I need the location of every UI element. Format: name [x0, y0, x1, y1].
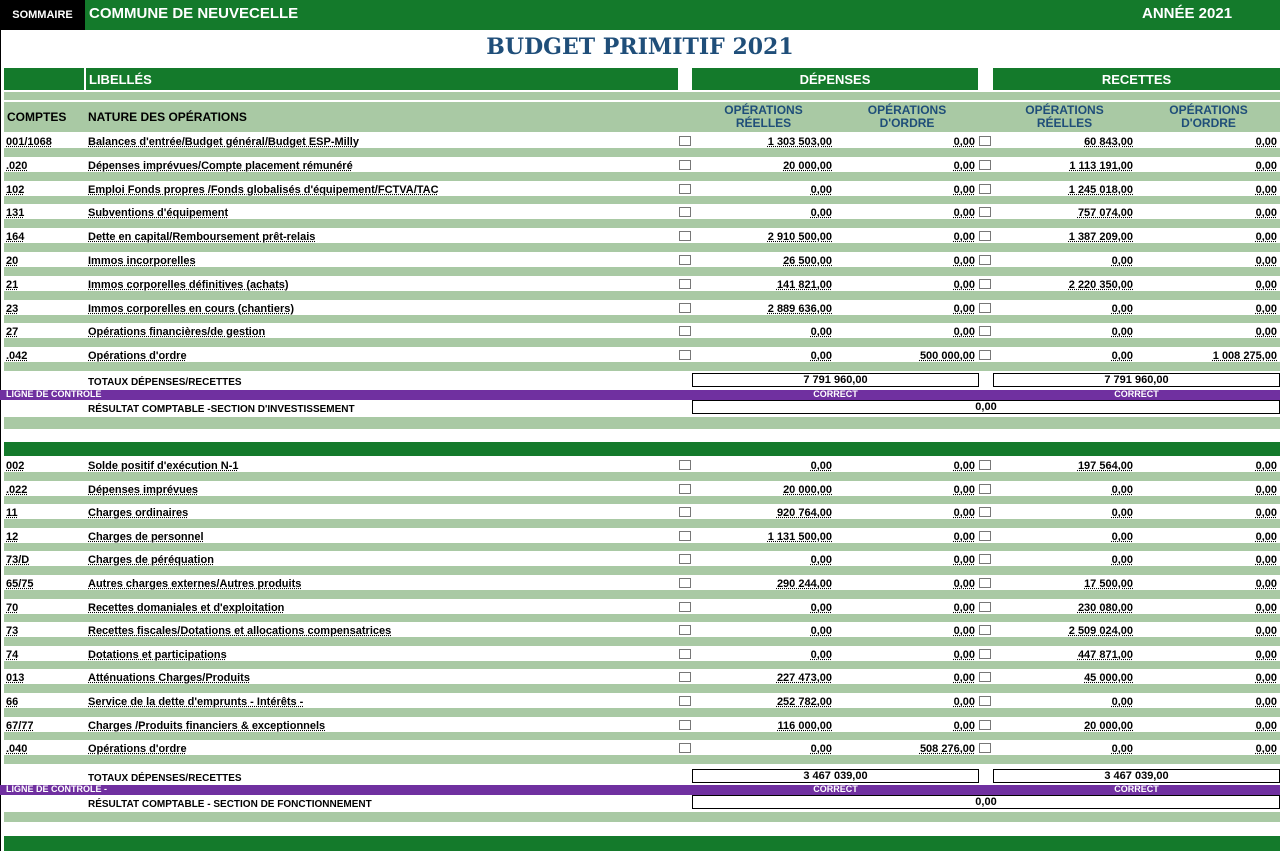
nature-cell[interactable]: Dette en capital/Remboursement prêt-relais — [86, 228, 678, 243]
nature-cell[interactable]: Recettes fiscales/Dotations et allocations compensatrices — [86, 622, 678, 637]
rec-ordre-cell[interactable]: 0,00 — [1137, 740, 1280, 755]
dep-ordre-cell[interactable]: 0,00 — [836, 276, 978, 291]
column-separator — [679, 160, 691, 170]
dep-reelles-cell[interactable]: 2 889 636,00 — [692, 300, 835, 315]
inv-resultat-value[interactable]: 0,00 — [692, 400, 1280, 414]
compte-cell[interactable]: 131 — [4, 204, 84, 219]
dep-reelles-cell[interactable]: 920 764,00 — [692, 504, 835, 519]
rec-reelles-cell[interactable]: 447 871,00 — [993, 646, 1136, 661]
rec-reelles-cell[interactable]: 197 564,00 — [993, 457, 1136, 472]
rec-reelles-header-line1: OPÉRATIONS — [1025, 103, 1104, 117]
rec-reelles-cell[interactable]: 0,00 — [993, 504, 1136, 519]
dep-reelles-cell[interactable]: 26 500,00 — [692, 252, 835, 267]
inv-spacer-white — [4, 432, 1280, 440]
compte-cell[interactable]: .020 — [4, 157, 84, 172]
column-separator — [979, 696, 991, 706]
rec-ordre-cell[interactable]: 0,00 — [1137, 204, 1280, 219]
compte-cell[interactable]: .022 — [4, 481, 84, 496]
column-separator — [979, 602, 991, 612]
fon-controle-dep: CORRECT — [813, 784, 858, 794]
dep-reelles-cell[interactable]: 20 000,00 — [692, 157, 835, 172]
inv-row-band — [4, 219, 1280, 228]
inv-spacer-band — [4, 417, 1280, 429]
fon-controle-label: LIGNE DE CONTRÔLE - — [6, 784, 107, 794]
header-green-cell — [4, 68, 84, 90]
fon-row-band — [4, 755, 1280, 764]
compte-cell[interactable]: 23 — [4, 300, 84, 315]
dep-reelles-cell[interactable]: 116 000,00 — [692, 717, 835, 732]
column-separator — [679, 602, 691, 612]
fon-total-depenses[interactable]: 3 467 039,00 — [692, 769, 979, 783]
table-row — [0, 551, 1280, 566]
rec-ordre-cell[interactable]: 0,00 — [1137, 481, 1280, 496]
table-row — [0, 481, 1280, 496]
compte-cell[interactable]: 73/D — [4, 551, 84, 566]
dep-ordre-cell[interactable]: 0,00 — [836, 693, 978, 708]
fon-totals-label: TOTAUX DÉPENSES/RECETTES — [88, 773, 242, 784]
fon-row-band — [4, 614, 1280, 623]
column-separator — [679, 649, 691, 659]
compte-cell[interactable]: 67/77 — [4, 717, 84, 732]
compte-cell[interactable]: 102 — [4, 181, 84, 196]
dep-reelles-cell[interactable]: 0,00 — [692, 204, 835, 219]
fon-total-recettes[interactable]: 3 467 039,00 — [993, 769, 1280, 783]
column-separator — [979, 350, 991, 360]
fon-resultat-row — [0, 795, 1280, 810]
column-separator — [979, 531, 991, 541]
header-spacer-band — [4, 92, 1280, 100]
fon-resultat-label: RÉSULTAT COMPTABLE - SECTION DE FONCTIONNEMENT — [88, 799, 372, 810]
rec-reelles-cell[interactable]: 0,00 — [993, 323, 1136, 338]
table-row — [0, 740, 1280, 755]
dep-reelles-cell[interactable]: 0,00 — [692, 457, 835, 472]
dep-ordre-cell[interactable]: 0,00 — [836, 181, 978, 196]
bottom-bar — [4, 836, 1280, 851]
dep-reelles-cell[interactable]: 0,00 — [692, 347, 835, 362]
nature-cell[interactable]: Autres charges externes/Autres produits — [86, 575, 678, 590]
nature-cell[interactable]: Immos corporelles en cours (chantiers) — [86, 300, 678, 315]
inv-row-band — [4, 362, 1280, 371]
rec-ordre-cell[interactable]: 0,00 — [1137, 157, 1280, 172]
table-row — [0, 276, 1280, 291]
compte-cell[interactable]: 21 — [4, 276, 84, 291]
column-separator — [679, 554, 691, 564]
dep-reelles-header-line1: OPÉRATIONS — [724, 103, 803, 117]
dep-ordre-cell[interactable]: 0,00 — [836, 228, 978, 243]
table-row — [0, 457, 1280, 472]
compte-cell[interactable]: 002 — [4, 457, 84, 472]
nature-cell[interactable]: Charges de personnel — [86, 528, 678, 543]
table-row — [0, 347, 1280, 362]
rec-ordre-cell[interactable]: 0,00 — [1137, 717, 1280, 732]
fon-row-band — [4, 732, 1280, 741]
rec-reelles-header-line2: RÉELLES — [1036, 116, 1093, 130]
dep-reelles-cell[interactable]: 290 244,00 — [692, 575, 835, 590]
rec-ordre-cell[interactable]: 0,00 — [1137, 300, 1280, 315]
rec-ordre-header-line1: OPÉRATIONS — [1169, 103, 1248, 117]
nature-cell[interactable]: Charges ordinaires — [86, 504, 678, 519]
nature-cell[interactable]: Opérations d'ordre — [86, 740, 678, 755]
rec-ordre-cell[interactable]: 0,00 — [1137, 599, 1280, 614]
column-separator — [679, 255, 691, 265]
column-separator — [679, 350, 691, 360]
table-row — [0, 252, 1280, 267]
dep-ordre-cell[interactable]: 0,00 — [836, 504, 978, 519]
column-separator — [679, 720, 691, 730]
inv-row-band — [4, 338, 1280, 347]
inv-row-band — [4, 172, 1280, 181]
dep-reelles-cell[interactable]: 1 303 503,00 — [692, 133, 835, 148]
fon-row-band — [4, 590, 1280, 599]
dep-reelles-header-line2: RÉELLES — [735, 116, 792, 130]
rec-reelles-header — [993, 104, 1136, 132]
recettes-header: RECETTES — [993, 68, 1280, 90]
compte-cell[interactable]: 001/1068 — [4, 133, 84, 148]
rec-ordre-header-line2: D'ORDRE — [1181, 116, 1236, 130]
inv-total-recettes[interactable]: 7 791 960,00 — [993, 373, 1280, 387]
dep-ordre-header-line2: D'ORDRE — [879, 116, 935, 130]
column-separator — [679, 184, 691, 194]
column-separator — [679, 326, 691, 336]
inv-row-band — [4, 267, 1280, 276]
column-separator — [679, 625, 691, 635]
inv-controle-rec: CORRECT — [1114, 389, 1159, 399]
compte-cell[interactable]: 73 — [4, 622, 84, 637]
dep-ordre-cell[interactable]: 0,00 — [836, 252, 978, 267]
fon-row-band — [4, 708, 1280, 717]
nature-cell[interactable]: Subventions d'équipement — [86, 204, 678, 219]
sommaire-button[interactable]: SOMMAIRE — [0, 0, 85, 30]
dep-ordre-header-line1: OPÉRATIONS — [867, 103, 947, 117]
rec-ordre-cell[interactable]: 0,00 — [1137, 622, 1280, 637]
dep-ordre-cell[interactable]: 0,00 — [836, 157, 978, 172]
rec-reelles-cell[interactable]: 1 113 191,00 — [993, 157, 1136, 172]
comptes-column-header: COMPTES — [7, 110, 67, 124]
column-separator — [679, 231, 691, 241]
dep-reelles-cell[interactable]: 0,00 — [692, 599, 835, 614]
dep-reelles-cell[interactable]: 252 782,00 — [692, 693, 835, 708]
nature-cell[interactable]: Opérations financières/de gestion — [86, 323, 678, 338]
column-separator — [979, 326, 991, 336]
dep-reelles-cell[interactable]: 0,00 — [692, 740, 835, 755]
column-separator — [979, 207, 991, 217]
table-row — [0, 575, 1280, 590]
nature-cell[interactable]: Immos incorporelles — [86, 252, 678, 267]
inv-row-band — [4, 243, 1280, 252]
dep-ordre-cell[interactable]: 0,00 — [836, 575, 978, 590]
column-separator — [979, 720, 991, 730]
rec-ordre-cell[interactable]: 0,00 — [1137, 323, 1280, 338]
table-row — [0, 133, 1280, 148]
fon-spacer-band — [4, 812, 1280, 822]
column-separator — [979, 625, 991, 635]
rec-ordre-cell[interactable]: 0,00 — [1137, 504, 1280, 519]
rec-reelles-cell[interactable]: 757 074,00 — [993, 204, 1136, 219]
rec-reelles-cell[interactable]: 0,00 — [993, 481, 1136, 496]
dep-ordre-cell[interactable]: 0,00 — [836, 622, 978, 637]
rec-ordre-cell[interactable]: 0,00 — [1137, 528, 1280, 543]
fon-row-band — [4, 519, 1280, 528]
dep-reelles-cell[interactable]: 0,00 — [692, 181, 835, 196]
inv-row-band — [4, 291, 1280, 300]
fon-resultat-value[interactable]: 0,00 — [692, 795, 1280, 809]
column-separator — [979, 279, 991, 289]
column-separator — [979, 184, 991, 194]
section-separator-bar — [4, 442, 1280, 456]
dep-ordre-cell[interactable]: 0,00 — [836, 669, 978, 684]
column-separator — [679, 672, 691, 682]
fon-row-band — [4, 472, 1280, 481]
table-row — [0, 300, 1280, 315]
compte-cell[interactable]: 74 — [4, 646, 84, 661]
rec-ordre-cell[interactable]: 0,00 — [1137, 276, 1280, 291]
compte-cell[interactable]: 20 — [4, 252, 84, 267]
dep-ordre-cell[interactable]: 0,00 — [836, 323, 978, 338]
table-row — [0, 717, 1280, 732]
fon-totals-row — [0, 767, 1280, 784]
table-row — [0, 181, 1280, 196]
dep-ordre-cell[interactable]: 0,00 — [836, 528, 978, 543]
dep-ordre-cell[interactable]: 500 000,00 — [836, 347, 978, 362]
rec-reelles-cell[interactable]: 17 500,00 — [993, 575, 1136, 590]
dep-ordre-cell[interactable]: 0,00 — [836, 646, 978, 661]
column-separator — [679, 696, 691, 706]
rec-ordre-cell[interactable]: 0,00 — [1137, 252, 1280, 267]
nature-cell[interactable]: Atténuations Charges/Produits — [86, 669, 678, 684]
fon-controle-rec: CORRECT — [1114, 784, 1159, 794]
nature-cell[interactable]: Balances d'entrée/Budget général/Budget ESP-Milly — [86, 133, 678, 148]
dep-reelles-cell[interactable]: 20 000,00 — [692, 481, 835, 496]
compte-cell[interactable]: 164 — [4, 228, 84, 243]
rec-reelles-cell[interactable]: 0,00 — [993, 252, 1136, 267]
rec-reelles-cell[interactable]: 45 000,00 — [993, 669, 1136, 684]
nature-cell[interactable]: Dépenses imprévues/Compte placement rémunéré — [86, 157, 678, 172]
column-separator — [979, 255, 991, 265]
fon-row-band — [4, 496, 1280, 505]
rec-reelles-cell[interactable]: 0,00 — [993, 528, 1136, 543]
page-title: BUDGET PRIMITIF 2021 — [486, 34, 794, 60]
column-separator — [979, 160, 991, 170]
rec-reelles-cell[interactable]: 2 509 024,00 — [993, 622, 1136, 637]
table-row — [0, 204, 1280, 219]
rec-reelles-cell[interactable]: 0,00 — [993, 551, 1136, 566]
rec-reelles-cell[interactable]: 60 843,00 — [993, 133, 1136, 148]
column-separator — [679, 507, 691, 517]
compte-cell[interactable]: 013 — [4, 669, 84, 684]
dep-reelles-cell[interactable]: 227 473,00 — [692, 669, 835, 684]
dep-ordre-cell[interactable]: 0,00 — [836, 717, 978, 732]
dep-reelles-cell[interactable]: 0,00 — [692, 646, 835, 661]
dep-ordre-cell[interactable]: 0,00 — [836, 551, 978, 566]
table-row — [0, 693, 1280, 708]
year-label: ANNÉE 2021 — [1142, 5, 1233, 22]
column-separator — [979, 484, 991, 494]
inv-total-depenses[interactable]: 7 791 960,00 — [692, 373, 979, 387]
nature-cell[interactable]: Charges /Produits financiers & exceptionnels — [86, 717, 678, 732]
compte-cell[interactable]: 12 — [4, 528, 84, 543]
nature-cell[interactable]: Solde positif d'exécution N-1 — [86, 457, 678, 472]
rec-ordre-cell[interactable]: 0,00 — [1137, 228, 1280, 243]
column-separator — [679, 136, 691, 146]
dep-reelles-cell[interactable]: 0,00 — [692, 551, 835, 566]
dep-reelles-cell[interactable]: 0,00 — [692, 622, 835, 637]
column-separator — [679, 460, 691, 470]
nature-cell[interactable]: Service de la dette d'emprunts - Intérêts - — [86, 693, 678, 708]
compte-cell[interactable]: 27 — [4, 323, 84, 338]
rec-ordre-cell[interactable]: 0,00 — [1137, 669, 1280, 684]
rec-ordre-cell[interactable]: 0,00 — [1137, 551, 1280, 566]
column-separator — [679, 578, 691, 588]
dep-reelles-cell[interactable]: 1 131 500,00 — [692, 528, 835, 543]
column-separator — [979, 303, 991, 313]
column-separator — [679, 279, 691, 289]
compte-cell[interactable]: .040 — [4, 740, 84, 755]
inv-totals-row — [0, 371, 1280, 388]
inv-row-band — [4, 196, 1280, 205]
table-row — [0, 504, 1280, 519]
dep-ordre-cell[interactable]: 508 276,00 — [836, 740, 978, 755]
table-row — [0, 622, 1280, 637]
column-separator — [679, 207, 691, 217]
table-row — [0, 228, 1280, 243]
column-separator — [679, 484, 691, 494]
rec-reelles-cell[interactable]: 1 245 018,00 — [993, 181, 1136, 196]
inv-row-band — [4, 315, 1280, 324]
column-separator — [979, 578, 991, 588]
rec-ordre-cell[interactable]: 0,00 — [1137, 457, 1280, 472]
inv-controle-bar — [0, 390, 1280, 400]
dep-reelles-cell[interactable]: 2 910 500,00 — [692, 228, 835, 243]
rec-ordre-cell[interactable]: 0,00 — [1137, 181, 1280, 196]
rec-reelles-cell[interactable]: 20 000,00 — [993, 717, 1136, 732]
dep-ordre-cell[interactable]: 0,00 — [836, 204, 978, 219]
nature-column-header: NATURE DES OPÉRATIONS — [88, 110, 247, 124]
fon-row-band — [4, 566, 1280, 575]
nature-cell[interactable]: Recettes domaniales et d'exploitation — [86, 599, 678, 614]
fon-row-band — [4, 543, 1280, 552]
dep-ordre-header — [836, 104, 978, 132]
column-separator — [979, 507, 991, 517]
rec-ordre-cell[interactable]: 0,00 — [1137, 133, 1280, 148]
compte-cell[interactable]: 70 — [4, 599, 84, 614]
fon-row-band — [4, 661, 1280, 670]
depenses-header: DÉPENSES — [692, 68, 978, 90]
commune-name: COMMUNE DE NEUVECELLE — [89, 5, 299, 22]
dep-ordre-cell[interactable]: 0,00 — [836, 481, 978, 496]
compte-cell[interactable]: 65/75 — [4, 575, 84, 590]
column-separator — [979, 649, 991, 659]
nature-cell[interactable]: Emploi Fonds propres /Fonds globalisés d'équipement/FCTVA/TAC — [86, 181, 678, 196]
dep-ordre-cell[interactable]: 0,00 — [836, 300, 978, 315]
column-separator — [979, 136, 991, 146]
table-row — [0, 323, 1280, 338]
nature-cell[interactable]: Opérations d'ordre — [86, 347, 678, 362]
inv-controle-dep: CORRECT — [813, 389, 858, 399]
inv-totals-label: TOTAUX DÉPENSES/RECETTES — [88, 377, 242, 388]
column-separator — [979, 743, 991, 753]
column-separator — [679, 531, 691, 541]
column-separator — [979, 672, 991, 682]
column-separator — [679, 303, 691, 313]
table-row — [0, 528, 1280, 543]
nature-cell[interactable]: Dépenses imprévues — [86, 481, 678, 496]
nature-cell[interactable]: Charges de péréquation — [86, 551, 678, 566]
compte-cell[interactable]: 11 — [4, 504, 84, 519]
inv-row-band — [4, 148, 1280, 157]
inv-resultat-label: RÉSULTAT COMPTABLE -SECTION D'INVESTISSEMENT — [88, 404, 355, 415]
fon-row-band — [4, 684, 1280, 693]
rec-ordre-cell[interactable]: 0,00 — [1137, 693, 1280, 708]
dep-reelles-cell[interactable]: 141 821,00 — [692, 276, 835, 291]
dep-ordre-cell[interactable]: 0,00 — [836, 599, 978, 614]
rec-ordre-cell[interactable]: 0,00 — [1137, 646, 1280, 661]
libelles-header: LIBELLÉS — [86, 68, 678, 90]
table-row — [0, 157, 1280, 172]
fon-controle-bar — [0, 785, 1280, 795]
rec-reelles-cell[interactable]: 0,00 — [993, 740, 1136, 755]
column-separator — [679, 743, 691, 753]
rec-ordre-header — [1137, 104, 1280, 132]
rec-ordre-cell[interactable]: 0,00 — [1137, 575, 1280, 590]
nature-cell[interactable]: Immos corporelles définitives (achats) — [86, 276, 678, 291]
rec-reelles-cell[interactable]: 0,00 — [993, 300, 1136, 315]
column-separator — [979, 554, 991, 564]
rec-ordre-cell[interactable]: 1 008 275,00 — [1137, 347, 1280, 362]
compte-cell[interactable]: 66 — [4, 693, 84, 708]
rec-reelles-cell[interactable]: 2 220 350,00 — [993, 276, 1136, 291]
rec-reelles-cell[interactable]: 230 080,00 — [993, 599, 1136, 614]
column-separator — [979, 231, 991, 241]
table-row — [0, 599, 1280, 614]
table-row — [0, 646, 1280, 661]
column-separator — [979, 460, 991, 470]
fon-row-band — [4, 637, 1280, 646]
top-bar — [0, 0, 1280, 30]
rec-reelles-cell[interactable]: 1 387 209,00 — [993, 228, 1136, 243]
inv-controle-label: LIGNE DE CONTRÔLE — [6, 389, 102, 399]
dep-ordre-cell[interactable]: 0,00 — [836, 457, 978, 472]
dep-reelles-header — [692, 104, 835, 132]
inv-resultat-row — [0, 400, 1280, 415]
compte-cell[interactable]: .042 — [4, 347, 84, 362]
dep-reelles-cell[interactable]: 0,00 — [692, 323, 835, 338]
nature-cell[interactable]: Dotations et participations — [86, 646, 678, 661]
rec-reelles-cell[interactable]: 0,00 — [993, 347, 1136, 362]
rec-reelles-cell[interactable]: 0,00 — [993, 693, 1136, 708]
table-row — [0, 669, 1280, 684]
dep-ordre-cell[interactable]: 0,00 — [836, 133, 978, 148]
